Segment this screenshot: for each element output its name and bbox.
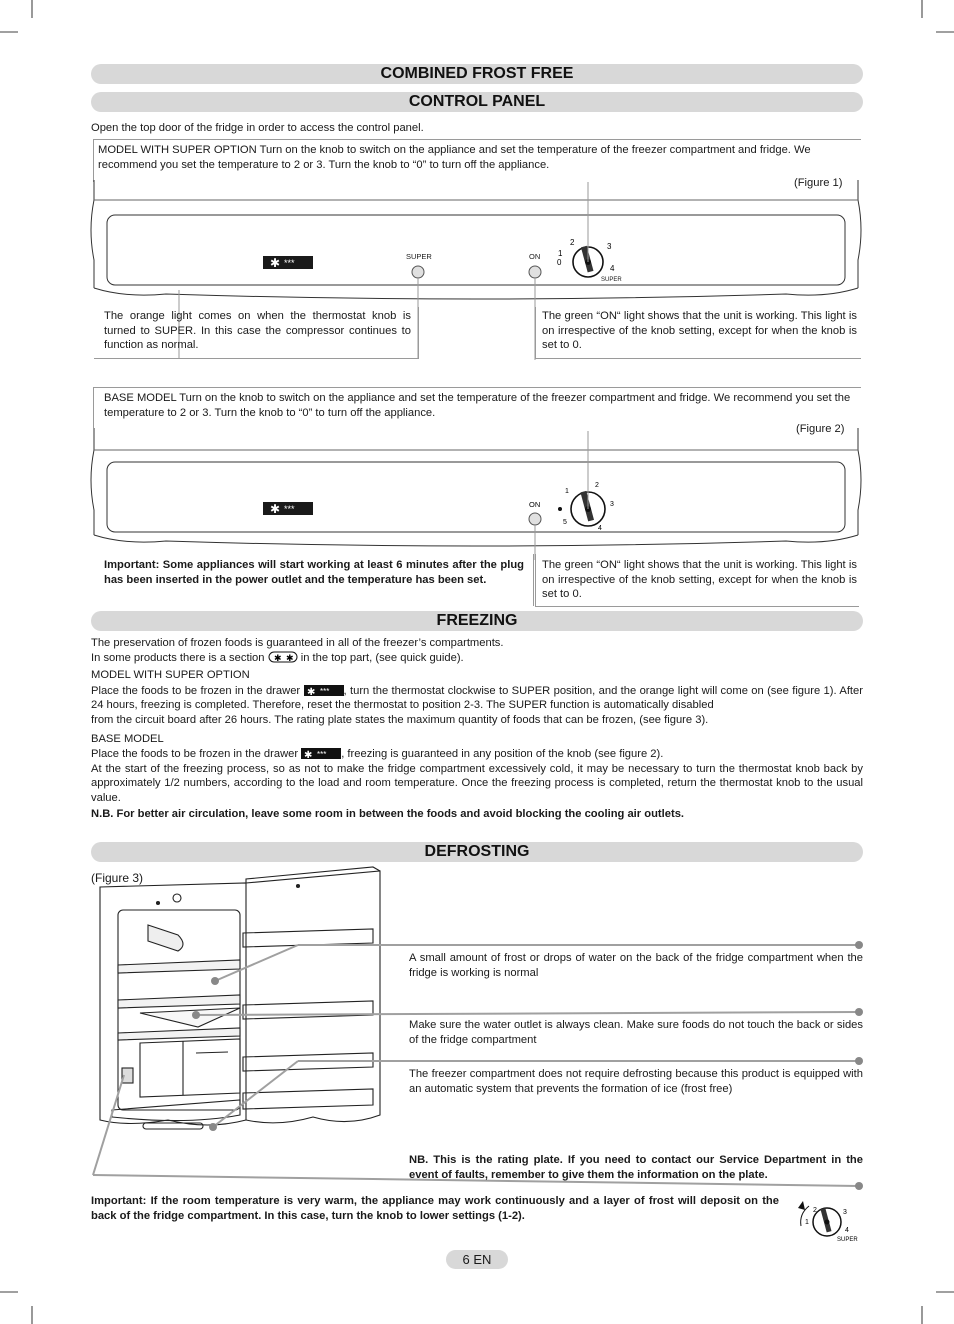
freezing-p1: The preservation of frozen foods is guaranteed in all of the freezer’s compartments. <box>91 637 504 649</box>
knob-super-label-small: SUPER <box>837 1237 858 1243</box>
svg-text:3: 3 <box>843 1209 847 1216</box>
freezing-base-para <box>91 747 863 762</box>
svg-text:✱: ✱ <box>270 502 281 516</box>
super-c: from the circuit board after 26 hours. The rating plate states the maximum quantity of foods that can be frozen, (see figure 3). <box>91 713 709 726</box>
figure2-label: (Figure 2) <box>796 423 845 435</box>
panel1-on-label: ON <box>529 252 541 261</box>
svg-text:***: *** <box>317 750 327 760</box>
freezing-p2 <box>91 651 863 666</box>
svg-text:4: 4 <box>610 264 615 273</box>
svg-text:5: 5 <box>563 519 567 526</box>
freezing-nb: N.B. For better air circulation, leave some room in between the foods and avoid blocking the cooling air outlets. <box>91 807 685 820</box>
svg-text:***: *** <box>319 686 329 696</box>
section-heading-combined: COMBINED FROST FREE <box>91 64 863 84</box>
svg-text:1: 1 <box>558 249 563 258</box>
base-c: At the start of the freezing process, so as not to make the fridge compartment excessively cold, it may be necessary to turn the thermostat knob back by approximately 1/2 numbers, according to the load and room temperature. Once the freezing process is completed, return the thermostat knob to the usual value. <box>91 762 863 804</box>
defrost-important: Important: If the room temperature is very warm, the appliance may work continuously and a layer of frost will deposit on the back of the fridge compartment. In this case, turn the knob to lower settings (1-2). <box>91 1195 779 1222</box>
green-light-text: The green “ON“ light shows that the unit is working. This light is on irrespective of the knob setting, except for when the knob is set to 0. <box>542 310 857 352</box>
defrost-caption-1: A small amount of frost or drops of water on the back of the fridge compartment when the fridge is working is normal <box>409 952 863 979</box>
svg-text:1: 1 <box>805 1219 809 1226</box>
green-light-text-2: The green “ON“ light shows that the unit is working. This light is on irrespective of the knob setting, except for when the knob is set to 0. <box>542 559 857 601</box>
figure3-label: (Figure 3) <box>91 871 144 885</box>
defrost-caption-3: The freezer compartment does not require defrosting because this product is equipped with an automatic system that prevents the formation of ice (frost free) <box>409 1068 863 1095</box>
panel1-super-label: SUPER <box>406 252 432 261</box>
svg-text:✱: ✱ <box>306 686 315 696</box>
figure1-label: (Figure 1) <box>794 177 843 189</box>
svg-text:0: 0 <box>557 258 562 267</box>
control-panel-figure2 <box>86 425 866 560</box>
svg-text:3: 3 <box>610 501 614 508</box>
super-model-text: MODEL WITH SUPER OPTION Turn on the knob to switch on the appliance and set the temperature of the freezer compartment and fridge. We recommend you set the temperature to 2 or 3. Turn the knob to “0” to turn off the appliance. <box>98 144 811 171</box>
super-a: Place the foods to be frozen in the drawer <box>91 684 301 697</box>
svg-text:***: *** <box>284 258 295 268</box>
freezing-super-para <box>91 684 863 713</box>
section-heading-defrosting: DEFROSTING <box>91 842 863 862</box>
base-a: Place the foods to be frozen in the drawer <box>91 748 299 761</box>
orange-light-text: The orange light comes on when the thermostat knob is turned to SUPER. In this case the compressor continues to function as normal. <box>104 310 411 352</box>
section-heading-freezing: FREEZING <box>91 611 863 631</box>
svg-text:2: 2 <box>813 1207 817 1214</box>
section-heading-control-panel: CONTROL PANEL <box>91 92 863 112</box>
two-star-section-icon <box>268 651 298 663</box>
super-b: , turn the thermostat clockwise to SUPER position, and the orange light will come on (see figure 1). After 24 hours, freezing is completed. Therefore, reset the thermostat to position 2-3. The SUPER function is automatically disabled <box>91 684 863 712</box>
svg-text:✱: ✱ <box>304 750 313 760</box>
freezing-p2-a: In some products there is a section <box>91 651 265 664</box>
thermostat-knob-icon <box>795 1198 861 1244</box>
four-star-drawer-icon-2 <box>301 748 341 759</box>
svg-text:2: 2 <box>570 238 575 247</box>
defrost-caption-2: Make sure the water outlet is always clean. Make sure foods do not touch the back or sides of the fridge compartment <box>409 1019 863 1046</box>
svg-text:2: 2 <box>595 482 599 489</box>
svg-text:✱: ✱ <box>285 652 294 663</box>
svg-text:***: *** <box>284 504 295 514</box>
svg-text:1: 1 <box>565 488 569 495</box>
important-text: Important: Some appliances will start working at least 6 minutes after the plug has been inserted in the power outlet and the temperature has been set. <box>104 559 524 586</box>
page-number: 6 EN <box>446 1250 508 1269</box>
panel2-on-label: ON <box>529 500 541 509</box>
svg-text:4: 4 <box>598 525 602 532</box>
rating-plate-note: NB. This is the rating plate. If you need to contact our Service Department in the event of faults, remember to give them the information on the plate. <box>409 1154 863 1181</box>
super-heading: MODEL WITH SUPER OPTION <box>91 669 250 682</box>
freezing-text <box>91 636 863 821</box>
four-star-drawer-icon <box>304 685 344 696</box>
freezing-p2-b: in the top part, (see quick guide). <box>300 651 464 664</box>
svg-text:3: 3 <box>607 242 612 251</box>
base-heading: BASE MODEL <box>91 732 164 745</box>
knob1-super-label: SUPER <box>601 277 622 283</box>
svg-text:✱: ✱ <box>273 652 282 663</box>
svg-text:✱: ✱ <box>270 256 281 270</box>
base-model-text: BASE MODEL Turn on the knob to switch on the appliance and set the temperature of the freezer compartment and fridge. We recommend you set the temperature to 2 or 3. Turn the knob to “0” to turn off the appliance. <box>104 392 851 419</box>
base-b: , freezing is guaranteed in any position of the knob (see figure 2). <box>341 748 664 761</box>
control-intro: Open the top door of the fridge in order to access the control panel. <box>91 122 424 134</box>
svg-text:4: 4 <box>845 1227 849 1234</box>
